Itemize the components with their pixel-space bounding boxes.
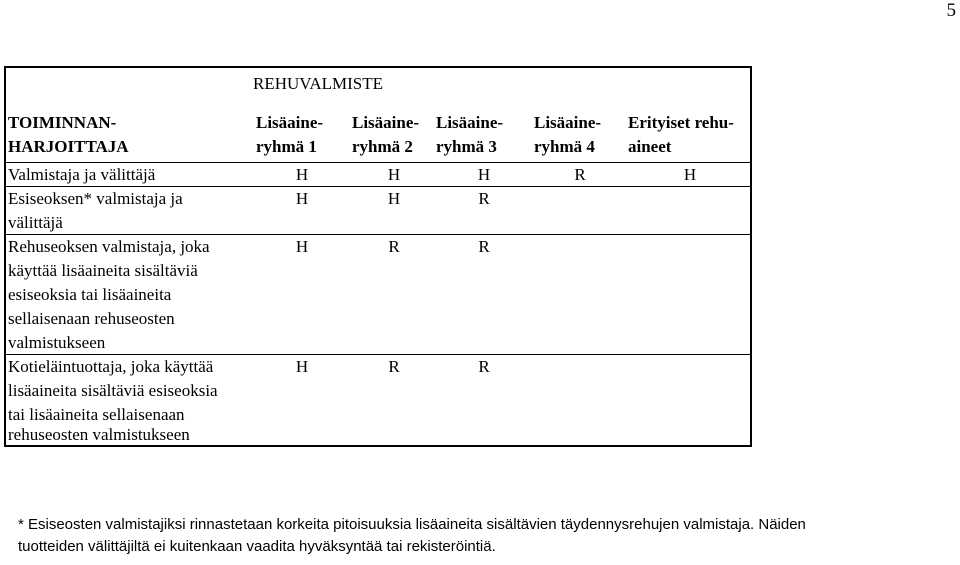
col-header-group-3-line-2: ryhmä 3 [436,137,497,156]
feed-additive-table [4,66,752,447]
row-3-group-2: R [388,237,400,256]
row-3-label-line-2: käyttää lisäaineita sisältäviä [8,261,198,280]
col-header-group-3-line-1: Lisäaine- [436,113,504,132]
group-title: REHUVALMISTE [253,74,384,93]
col-header-group-4-line-2: ryhmä 4 [534,137,595,156]
row-2-group-3: R [478,189,490,208]
footnote [18,514,806,558]
row-1-label: Valmistaja ja välittäjä [8,165,156,184]
operator-header-line-1: TOIMINNAN- [8,113,117,132]
operator-header-line-2: HARJOITTAJA [8,137,129,156]
row-1-group-3: H [477,165,491,184]
row-2-group-1: H [295,189,309,208]
col-header-special-line-1: Erityiset rehu- [628,113,734,132]
row-2-label-line-1: Esiseoksen* valmistaja ja [8,189,183,208]
row-4-label-line-1: Kotieläintuottaja, joka käyttää [8,357,214,376]
row-4-label-line-4: rehuseosten valmistukseen [8,425,190,444]
row-4-group-1: H [295,357,309,376]
row-3-label-line-4: sellaisenaan rehuseosten [8,309,175,328]
row-3-group-1: H [295,237,309,256]
col-header-special-line-2: aineet [628,137,672,156]
col-header-group-1-line-2: ryhmä 1 [256,137,317,156]
footnote-line-1: * Esiseosten valmistajiksi rinnastetaan korkeita pitoisuuksia lisäaineita sisältävien täydennysrehujen valmistaja. Näiden [18,516,806,533]
footnote-line-2: tuotteiden välittäjiltä ei kuitenkaan vaadita hyväksyntää tai rekisteröintiä. [18,538,496,555]
page-number: 5 [946,0,956,21]
row-3-label-line-3: esiseoksia tai lisäaineita [8,285,172,304]
row-1-group-1: H [295,165,309,184]
row-1-group-4: R [574,165,586,184]
row-3-group-3: R [478,237,490,256]
row-4-group-2: R [388,357,400,376]
row-4-label-line-2: lisäaineita sisältäviä esiseoksia [8,381,218,400]
row-3-label-line-1: Rehuseoksen valmistaja, joka [8,237,210,256]
row-2-group-2: H [387,189,401,208]
row-2-label-line-2: välittäjä [8,213,63,232]
row-4-group-3: R [478,357,490,376]
col-header-group-1-line-1: Lisäaine- [256,113,324,132]
col-header-group-2-line-1: Lisäaine- [352,113,420,132]
col-header-group-2-line-2: ryhmä 2 [352,137,413,156]
row-1-group-2: H [387,165,401,184]
row-1-special: H [683,165,697,184]
row-4-label-line-3: tai lisäaineita sellaisenaan [8,405,185,424]
col-header-group-4-line-1: Lisäaine- [534,113,602,132]
row-3-label-line-5: valmistukseen [8,333,106,352]
